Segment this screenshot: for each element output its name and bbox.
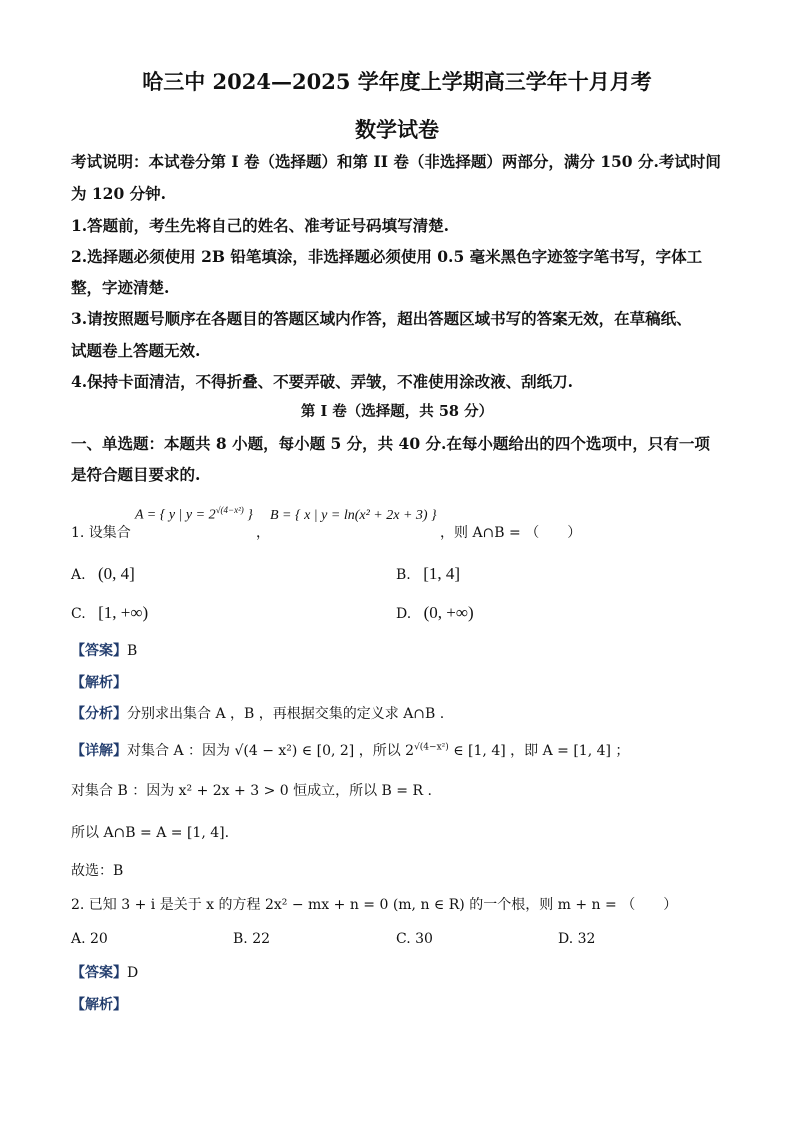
instruction-item-2b: 整，字迹清楚. [71,278,170,297]
q1-detail-1: 【详解】对集合 A ：因为 √(4 − x²) ∈ [0, 2] ，所以 $2^{√(4-x^2)}$ ∈ [1, 4] ，即 A = [1, 4] ； [71,742,630,759]
option-label: B. [396,567,411,583]
option-label: C. [396,931,411,947]
detail-tag: 【详解】 [71,743,127,759]
option-value: 32 [577,931,596,947]
answer-tag: 【答案】 [71,965,127,981]
q1-option-b [396,564,460,584]
q1-set-a: A = { y | $y = 2^{√(4-x^2)}$ } [135,505,253,523]
option-value: [1, 4] [423,564,461,583]
q1-option-a [71,564,135,584]
option-value: 30 [415,931,433,947]
q1-set-b: B = { x | y = ln(x² + 2x + 3) } [270,508,437,523]
q1-option-d [396,603,474,623]
instruction-item-3a: 3.请按照题号顺序在各题目的答题区域内作答，超出答题区域书写的答案无效，在草稿纸、 [71,309,692,328]
q1-analysis-tag: 【解析】 [71,675,127,691]
answer-value: B [127,643,138,659]
q1-fenxi: 【分析】分别求出集合 A ，B ，再根据交集的定义求 A∩B . [71,706,445,722]
option-label: A. [71,567,86,583]
q1-answer [71,640,137,660]
section-intro-2: 是符合题目要求的. [71,465,201,484]
q1-detail-3: 所以 A∩B = A = [1, 4]. [71,825,230,841]
page-subtitle: 数学试卷 [355,117,439,142]
option-label: B. [233,931,248,947]
q2-option-d [558,931,595,947]
q1-option-c [71,603,148,623]
q2-option-b [233,931,270,947]
instructions-line-2: 为 120 分钟. [71,184,167,203]
option-label: D. [558,931,574,947]
option-value: (0, +∞) [423,603,474,622]
q1-suffix: ，则 A∩B = （ ） [440,525,582,541]
option-label: D. [396,606,412,622]
q1-choose: 故选：B [71,863,124,879]
option-label: C. [71,606,86,622]
q1-set-a-exponent: √(4−x²) [215,505,244,515]
instruction-item-3b: 试题卷上答题无效. [71,341,201,360]
answer-tag: 【答案】 [71,643,127,659]
page-title: 哈三中 2024—2025 学年度上学期高三学年十月月考 [142,69,652,94]
instruction-item-1: 1.答题前，考生先将自己的姓名、准考证号码填写清楚. [71,216,450,235]
q2-answer [71,962,138,982]
q1-detail-exponent: √(4−x²) [414,742,449,753]
option-value: 22 [252,931,271,947]
q1-detail-2: 对集合 B ：因为 x² + 2x + 3 > 0 恒成立，所以 B = R . [71,783,432,799]
q2-option-a [71,931,108,947]
instruction-item-2a: 2.选择题必须使用 2B 铅笔填涂，非选择题必须使用 0.5 毫米黑色字迹签字笔书写，字体工 [71,247,703,266]
option-value: 20 [90,931,108,947]
option-value: [1, +∞) [98,603,149,622]
fenxi-tag: 【分析】 [71,706,127,722]
option-label: A. [71,931,86,947]
instruction-item-4: 4.保持卡面清洁，不得折叠、不要弄破、弄皱，不准使用涂改液、刮纸刀. [71,372,574,391]
q2-analysis-tag: 【解析】 [71,997,127,1013]
option-value: (0, 4] [98,564,135,583]
q1-comma: ， [256,525,270,541]
section-heading: 第 I 卷（选择题，共 58 分） [300,403,494,420]
q2-option-c [396,931,433,947]
section-intro-1: 一、单选题：本题共 8 小题，每小题 5 分，共 40 分.在每小题给出的四个选项中，只有一项 [71,434,710,453]
q2-stem: 2. 已知 3 + i 是关于 x 的方程 2x² − mx + n = 0 (m, n ∈ R) 的一个根，则 m + n = （ ） [71,897,678,913]
q1-prefix: 1. 设集合 [71,525,131,541]
answer-value: D [127,965,139,981]
instructions-line-1: 考试说明：本试卷分第 I 卷（选择题）和第 II 卷（非选择题）两部分，满分 150 分.考试时间 [71,152,721,171]
